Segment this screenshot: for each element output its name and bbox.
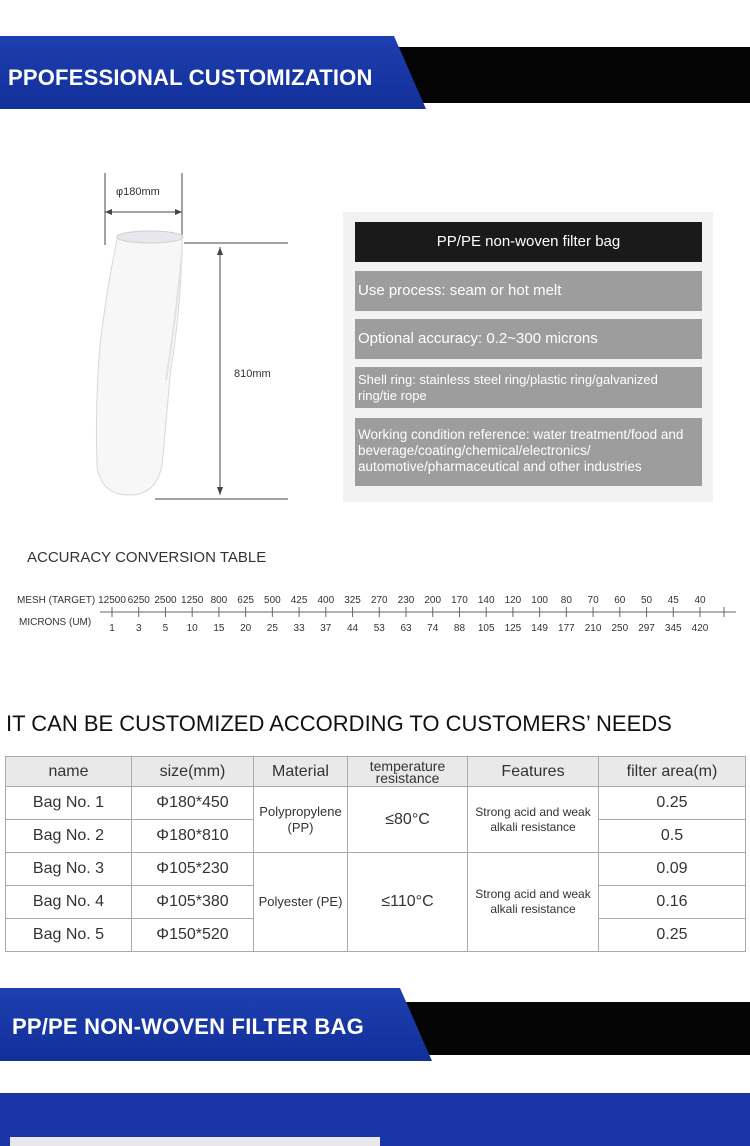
header-filter-area: filter area(m) xyxy=(599,757,746,787)
micron-value: 1 xyxy=(109,623,115,634)
spec-title: PP/PE non-woven filter bag xyxy=(355,222,702,262)
mesh-value: 230 xyxy=(397,595,415,606)
top-banner xyxy=(0,36,750,109)
features-cell: Strong acid and weak alkali resistance xyxy=(468,787,599,853)
mesh-value: 625 xyxy=(237,595,254,606)
header-size: size(mm) xyxy=(132,757,254,787)
header-features: Features xyxy=(468,757,599,787)
material-cell: Polypropylene (PP) xyxy=(254,787,348,853)
customize-table xyxy=(5,756,746,952)
mesh-value: 50 xyxy=(640,595,653,606)
bag-size: Φ105*230 xyxy=(132,853,254,886)
bag-name: Bag No. 1 xyxy=(6,787,132,820)
temperature-cell: ≤110°C xyxy=(348,853,468,952)
bag-name: Bag No. 5 xyxy=(6,919,132,952)
mesh-value: 100 xyxy=(531,595,548,606)
header-name: name xyxy=(6,757,132,787)
micron-value: 88 xyxy=(453,623,466,634)
header-material: Material xyxy=(254,757,348,787)
features-cell: Strong acid and weak alkali resistance xyxy=(468,853,599,952)
spec-accuracy: Optional accuracy: 0.2~300 microns xyxy=(355,319,702,359)
mesh-value: 120 xyxy=(504,595,522,606)
mesh-value: 45 xyxy=(667,595,679,606)
filter-bag-drawing xyxy=(90,165,300,510)
mesh-value: 80 xyxy=(560,595,572,606)
mesh-value: 1250 xyxy=(181,595,204,606)
micron-value: 105 xyxy=(477,623,495,634)
microns-label: MICRONS (UM) xyxy=(19,617,92,628)
mesh-value: 40 xyxy=(694,595,706,606)
micron-value: 44 xyxy=(346,623,359,634)
mesh-label: MESH (TARGET) xyxy=(17,595,96,606)
micron-value: 3 xyxy=(135,623,142,634)
bottom-banner xyxy=(0,988,750,1061)
bag-name: Bag No. 4 xyxy=(6,886,132,919)
bag-size: Φ180*810 xyxy=(132,820,254,853)
bag-area: 0.16 xyxy=(599,886,746,919)
mesh-value: 800 xyxy=(210,595,228,606)
micron-value: 5 xyxy=(162,623,169,634)
mesh-value: 200 xyxy=(424,595,442,606)
mesh-value: 140 xyxy=(477,595,495,606)
mesh-value: 2500 xyxy=(154,595,177,606)
spec-working-condition: Working condition reference: water treatment/food and beverage/coating/chemical/electronics/ automotive/pharmaceutical and other industries xyxy=(355,418,702,486)
bag-size: Φ105*380 xyxy=(132,886,254,919)
micron-value: 125 xyxy=(504,623,522,634)
bag-area: 0.25 xyxy=(599,787,746,820)
spec-process: Use process: seam or hot melt xyxy=(355,271,702,311)
micron-value: 345 xyxy=(664,623,682,634)
mesh-value: 6250 xyxy=(127,595,150,606)
mesh-value: 70 xyxy=(587,595,599,606)
spec-panel xyxy=(343,212,713,502)
spec-shell-ring: Shell ring: stainless steel ring/plastic ring/galvanized ring/tie rope xyxy=(355,367,702,408)
micron-value: 33 xyxy=(293,623,305,634)
banner-title: PP/PE NON-WOVEN FILTER BAG xyxy=(12,1014,364,1039)
mesh-value: 170 xyxy=(451,595,468,606)
customize-heading: IT CAN BE CUSTOMIZED ACCORDING TO CUSTOMERS’ NEEDS xyxy=(6,711,672,736)
micron-value: 74 xyxy=(427,623,439,634)
micron-value: 297 xyxy=(638,623,655,634)
length-label: 810mm xyxy=(234,368,271,380)
bag-name: Bag No. 3 xyxy=(6,853,132,886)
mesh-value: 400 xyxy=(317,595,335,606)
banner-title: PPOFESSIONAL CUSTOMIZATION xyxy=(8,65,373,90)
diameter-label: φ180mm xyxy=(116,186,160,198)
table-header-row xyxy=(6,757,746,787)
micron-value: 149 xyxy=(531,623,548,634)
bag-size: Φ180*450 xyxy=(132,787,254,820)
micron-value: 210 xyxy=(584,623,602,634)
micron-value: 25 xyxy=(266,623,278,634)
micron-value: 420 xyxy=(691,623,709,634)
table-row xyxy=(6,853,746,886)
micron-value: 15 xyxy=(213,623,225,634)
material-cell: Polyester (PE) xyxy=(254,853,348,952)
micron-value: 20 xyxy=(240,623,252,634)
accuracy-scale xyxy=(0,586,750,636)
accuracy-title: ACCURACY CONVERSION TABLE xyxy=(27,549,267,566)
micron-value: 63 xyxy=(400,623,412,634)
header-temperature: temperature resistance xyxy=(348,757,468,787)
bag-size: Φ150*520 xyxy=(132,919,254,952)
bag-area: 0.25 xyxy=(599,919,746,952)
mesh-value: 12500 xyxy=(98,595,126,606)
temperature-cell: ≤80°C xyxy=(348,787,468,853)
micron-value: 53 xyxy=(373,623,385,634)
mesh-value: 325 xyxy=(344,595,361,606)
mesh-value: 500 xyxy=(264,595,281,606)
bag-name: Bag No. 2 xyxy=(6,820,132,853)
bag-area: 0.09 xyxy=(599,853,746,886)
bottom-image-strip xyxy=(10,1137,380,1146)
bag-area: 0.5 xyxy=(599,820,746,853)
mesh-value: 425 xyxy=(290,595,308,606)
table-row xyxy=(6,787,746,820)
mesh-value: 60 xyxy=(614,595,626,606)
micron-value: 37 xyxy=(320,623,332,634)
micron-value: 177 xyxy=(558,623,575,634)
micron-value: 250 xyxy=(611,623,629,634)
mesh-value: 270 xyxy=(370,595,388,606)
micron-value: 10 xyxy=(186,623,198,634)
